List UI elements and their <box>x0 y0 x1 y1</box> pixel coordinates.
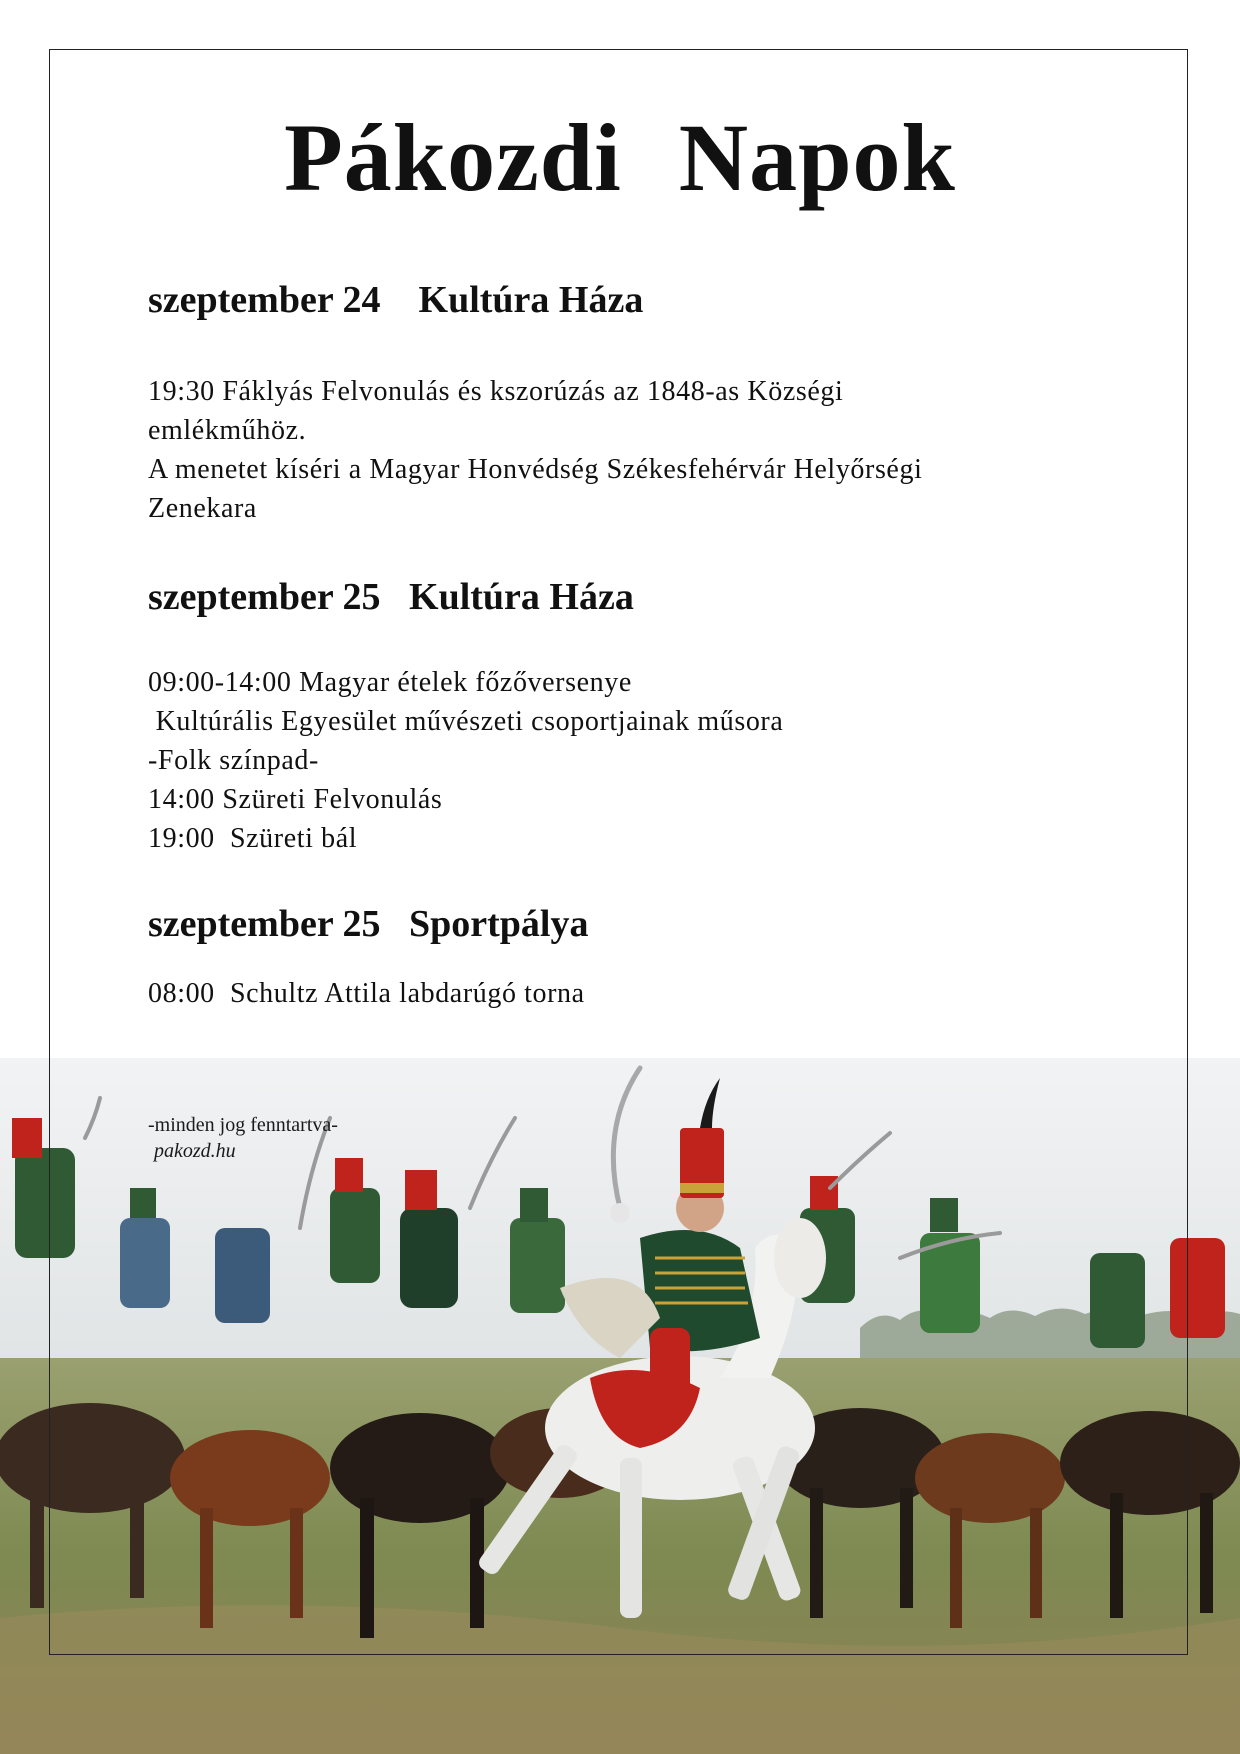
detail-line: Zenekara <box>148 492 257 524</box>
site-text: pakozd.hu <box>154 1140 236 1162</box>
section-heading: szeptember 25 Sportpálya <box>148 903 589 945</box>
section-heading: szeptember 24 Kultúra Háza <box>148 279 644 321</box>
section-details <box>148 974 1088 1013</box>
event-section-sep25-sport <box>148 904 1088 1013</box>
detail-line: 19:30 Fáklyás Felvonulás és kszorúzás az 1848-as Községi <box>148 375 844 407</box>
rights-text: -minden jog fenntartva- <box>148 1114 338 1136</box>
event-section-sep24 <box>148 280 1088 528</box>
detail-line: emlékműhöz. <box>148 414 307 446</box>
detail-line: 19:00 Szüreti bál <box>148 822 358 854</box>
page-title: Pákozdi Napok <box>284 104 956 211</box>
detail-line: Kultúrális Egyesület művészeti csoportjainak műsora <box>148 705 784 737</box>
section-details <box>148 372 1088 528</box>
detail-line: 08:00 Schultz Attila labdarúgó torna <box>148 977 585 1009</box>
event-section-sep25-culture <box>148 577 1088 858</box>
copyright-note <box>148 1112 338 1164</box>
detail-line: 14:00 Szüreti Felvonulás <box>148 783 443 815</box>
detail-line: A menetet kíséri a Magyar Honvédség Székesfehérvár Helyőrségi <box>148 453 923 485</box>
detail-line: 09:00-14:00 Magyar ételek főzőversenye <box>148 666 632 698</box>
section-details <box>148 663 1088 858</box>
section-heading: szeptember 25 Kultúra Háza <box>148 576 634 618</box>
detail-line: -Folk színpad- <box>148 744 319 776</box>
